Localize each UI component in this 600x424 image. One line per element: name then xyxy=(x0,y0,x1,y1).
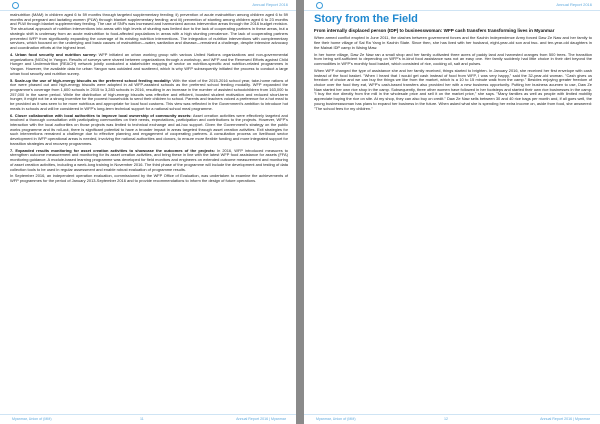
footer-divider xyxy=(304,414,600,415)
footer-report: Annual Report 2016 | Myanmar xyxy=(540,417,590,421)
paragraph: When WFP changed the type of assistance she and her family received, things started to brighten. In January 2016, she received her first envelope with cash instead of the food basket. "When I heard that I would get cash instead of food from WFP, I was very happy," said the 32-year-old woman. "Cash gives us freedom of choice and we can buy the things we like from the market, which is a 10 to 15 minute walk from the camp." Besides enjoying greater freedom of choice over the food they eat, WFP's cash-based transfers also provided her with a new business opportunity. Putting her business acumen to use, Daw Ze Naw started her own rice shop in the camp. Subsequently, three other women have followed in her footsteps and started their own rice businesses in the camp. "I buy the rice directly from the mill in the wholesale price and sell it on the market price," she says. "Many families as well as people with limited mobility appreciate buying the rice on site. At my shop, they can also buy on credit." Daw Ze Naw sells between 30 and 40 rice bags per month and, if all goes well, the young businesswoman has plans to expand her business in the future. When asked what she is spending her extra income on, aside from food, she answered: "The school fees for my children." xyxy=(314,67,592,111)
paragraph: When armed conflict erupted in June 2011, the clashes between government forces and the Kachin Independence Army forced Daw Ze Naw and her family to flee their home village of Sai Ra Yang in Kachin State. Since then, she has lived with her husband, eight-year-old son and two- and ten-year-old daughters in the Mainat IDP camp in Waing Maw. xyxy=(314,35,592,50)
page-number: 11 xyxy=(140,417,144,421)
paragraph: In her home village, Daw Ze Naw ran a small shop and her family cultivated three acres of paddy land and harvested oranges from 500 trees. The transition from being self-sufficient to depending on WFP's in-kind food assistance was not an easy one. Her family suddenly had little choice in their diet beyond the commodities in WFP's monthly food basket, which consisted of rice, cooking oil, salt and pulses. xyxy=(314,51,592,66)
story-subtitle: From internally displaced person (IDP) to businesswoman: WFP cash transfers transforming lives in Myanmar xyxy=(314,28,555,33)
paragraph: 4. Urban food security and nutrition survey: WFP initiated an urban working group with various United Nations organizations and non-governmental organizations (NGOs) in Yangon. Results of surveys were shared between organizations through a workshop, and WFP and the Renewed Efforts against Child Hunger and Undernutrition (REACH) network jointly conducted a stakeholder mapping of sector on nutrition-specific and nutrition-related programmes in Yangon. However, the available data for urban Yangon was outdated and scattered, which is why WFP subsequently initiated the process to conduct a large urban food security and nutrition survey. xyxy=(10,51,289,76)
header-divider xyxy=(0,10,296,11)
paragraph: In September 2016, an independent operation evaluation, commissioned by the WFP Office of Evaluation, was undertaken to examine the achievements of WFP programmes for the period of January 2013-September 2016 and to provide recommendations to inform the design of future operations. xyxy=(10,173,288,184)
paragraph: 5. Scale-up the use of high-energy biscuits as the preferred school feeding modality: With the start of the 2015-2016 school year, take-home rations of rice were phased out and high-energy biscuits were adopted in all WFP-assisted schools as the preferred school feeding modality. WFP expanded the programme's coverage from 1,600 schools in 2015 to 3,283 schools in 2016, resulting in an increase in the number of assisted schoolchildren from 163,000 to 257,000 in the same period. While the distribution of high-energy biscuits was effective and efficient, boosted student motivation and reduced short-term hunger, it might not be a strong incentive for the poorest households to send their children to school. Parents and teachers voiced a preference for a hot meal to be provided as it was seen to be more nutritious and appropriate for local food customs. This view was reflected in the Government's ambition to introduce hot meals in schools and will be considered in WFP's long-term technical support for a national school meal programme. xyxy=(10,77,288,111)
header-doc-name: Annual Report 2016 xyxy=(252,2,288,7)
page-footer xyxy=(304,414,600,424)
footer-country: Myanmar, Union of (MM) xyxy=(316,417,356,421)
footer-report: Annual Report 2016 | Myanmar xyxy=(236,417,286,421)
right-page xyxy=(304,0,600,424)
right-page-body xyxy=(314,13,592,113)
page-header xyxy=(304,0,600,11)
footer-divider xyxy=(0,414,296,415)
page-number: 12 xyxy=(444,417,448,421)
page-header xyxy=(0,0,296,11)
paragraph: 6. Closer collaboration with local authorities to improve local ownership of community assets: Asset creation activities were effectively targeted and involved a thorough consultation with participating communities on their needs, expectations, participation and contributions to the projects. However, WFP's interaction with the local authorities on those projects was limited to technical exchange and ad-hoc support. Given the Government's strategy on the public works programme and its roll-out, there is significant potential to have a broader impact in areas targeted through asset creation activities. Exit strategies for such interventions remained a challenge due to effective planning and engagement of cooperating partners. A consultation process on livelihood sector development in WFP operational areas is needed, involving the national authorities and donors, to ensure more flexible funding and more integrated support for transition strategies and recovery programmes. xyxy=(10,112,288,146)
wfp-logo-icon xyxy=(316,2,323,9)
footer-country: Myanmar, Union of (MM) xyxy=(12,417,52,421)
wfp-logo-icon xyxy=(12,2,19,9)
left-page xyxy=(0,0,296,424)
header-divider xyxy=(304,10,600,11)
left-page-body xyxy=(10,13,288,186)
paragraph: malnutrition (MAM) in children aged 6 to 59 months through targeted supplementary feeding; ii) prevention of acute malnutrition among children aged 6 to 59 months and pregnant and lactating women (PLW) through blanket supplementary feeding; and iii) prevention of stunting among children aged 6 to 23 months and PLW through blanket supplementary feeding. The use of SNFs was increased and harmonized across intervention areas through the 2016 budget revision. The structural approach of nutrition interventions into areas with high levels of stunting was limited due to the lack of cooperating partners in these areas, but a strategic shift is underway from an acute malnutrition to food-affected populations in areas with a high stunting prevalence. The lack of cooperating partners prevented WFP from significantly expanding the coverage of its existing nutrition interventions. The integration of nutrition interventions with complementary services, which focused on the underlying and basic causes of malnutrition—water, sanitation and disease—remained a challenge, despite intensive advocacy and coordination efforts at the highest level. xyxy=(10,12,288,50)
story-title: Story from the Field xyxy=(314,13,418,25)
header-doc-name: Annual Report 2016 xyxy=(556,2,592,7)
page-footer xyxy=(0,414,296,424)
paragraph: 7. Expanded results monitoring for asset creation activities to showcase the outcomes of the projects: In 2016, WFP introduced measures to strengthen outcome measurement and monitoring for its asset creation activities, and bring these in line with the latest WFP food assistance for assets (FFA) monitoring guidance. A module-based learning programme was developed for field monitors and engineers on extended outcome measurement and monitoring of asset creation activities, including a week-long training in November 2016. The third phase of the programme will include the development and testing of data collection tools to be used in regular assessment and enable robust evaluation of programme results. xyxy=(10,147,289,172)
